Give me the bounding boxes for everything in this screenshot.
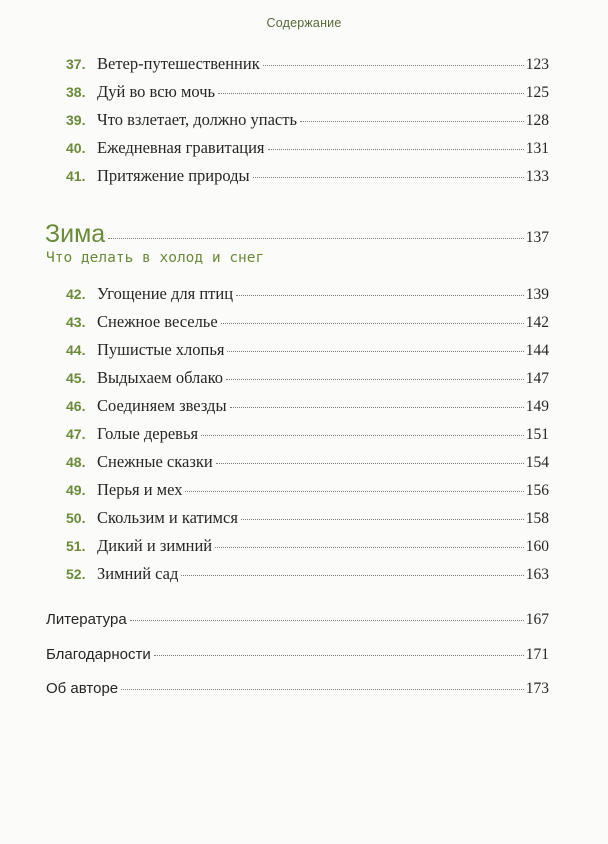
toc-entry-number: 49. xyxy=(66,482,86,498)
dot-leader xyxy=(268,149,524,150)
toc-entry[interactable] xyxy=(66,284,549,310)
toc-entry[interactable] xyxy=(66,368,549,394)
toc-entry-page: 142 xyxy=(525,314,549,331)
toc-entry-number: 40. xyxy=(66,140,86,156)
toc-entry-page: 125 xyxy=(525,84,549,101)
toc-entry-title: Притяжение природы xyxy=(97,166,250,185)
toc-back-entry[interactable] xyxy=(46,611,549,637)
toc-entry-number: 52. xyxy=(66,566,86,582)
toc-entry-number: 51. xyxy=(66,538,86,554)
toc-entry-page: 139 xyxy=(525,286,549,303)
toc-section[interactable] xyxy=(45,220,549,252)
toc-entry[interactable] xyxy=(66,424,549,450)
toc-back-entry[interactable] xyxy=(46,646,549,672)
toc-entry-title: Дуй во всю мочь xyxy=(97,82,216,101)
dot-leader xyxy=(121,689,524,690)
toc-entry-number: 37. xyxy=(66,56,86,72)
toc-back-page: 171 xyxy=(525,646,549,663)
dot-leader xyxy=(130,620,524,621)
toc-entry-number: 47. xyxy=(66,426,86,442)
toc-entry-number: 43. xyxy=(66,314,86,330)
toc-entry-page: 128 xyxy=(525,112,549,129)
toc-back-page: 167 xyxy=(525,611,549,628)
toc-entry-title: Соединяем звезды xyxy=(97,396,227,415)
dot-leader xyxy=(154,655,524,656)
dot-leader xyxy=(263,65,524,66)
toc-entry-page: 160 xyxy=(525,538,549,555)
toc-entry-number: 39. xyxy=(66,112,86,128)
toc-entry-title: Перья и мех xyxy=(97,480,183,499)
toc-entry-title: Что взлетает, должно упасть xyxy=(97,110,297,129)
toc-entry-page: 154 xyxy=(525,454,549,471)
toc-entry[interactable] xyxy=(66,312,549,338)
toc-entry-title: Скользим и катимся xyxy=(97,508,238,527)
toc-entry-number: 45. xyxy=(66,370,86,386)
dot-leader xyxy=(201,435,524,436)
dot-leader xyxy=(300,121,524,122)
toc-entry-page: 163 xyxy=(525,566,549,583)
toc-entry[interactable] xyxy=(66,396,549,422)
dot-leader xyxy=(253,177,524,178)
toc-entry-title: Пушистые хлопья xyxy=(97,340,225,359)
toc-entry[interactable] xyxy=(66,82,549,108)
dot-leader xyxy=(181,575,523,576)
toc-entry[interactable] xyxy=(66,340,549,366)
toc-entry-page: 144 xyxy=(525,342,549,359)
dot-leader xyxy=(226,379,524,380)
dot-leader xyxy=(218,93,524,94)
toc-entry-page: 133 xyxy=(525,168,549,185)
toc-entry[interactable] xyxy=(66,480,549,506)
toc-entry-page: 149 xyxy=(525,398,549,415)
dot-leader xyxy=(236,295,524,296)
toc-entry-title: Выдыхаем облако xyxy=(97,368,224,387)
toc-entry-title: Дикий и зимний xyxy=(97,536,213,555)
section-subtitle: Что делать в холод и снег xyxy=(46,250,265,266)
toc-entry-number: 41. xyxy=(66,168,86,184)
toc-entry[interactable] xyxy=(66,564,549,590)
toc-back-page: 173 xyxy=(525,680,549,697)
toc-back-title: Об авторе xyxy=(46,680,119,697)
toc-entry-number: 44. xyxy=(66,342,86,358)
dot-leader xyxy=(241,519,524,520)
dot-leader xyxy=(215,547,524,548)
toc-entry-page: 131 xyxy=(525,140,549,157)
toc-entry[interactable] xyxy=(66,54,549,80)
toc-entry-title: Голые деревья xyxy=(97,424,199,443)
section-page: 137 xyxy=(525,229,549,246)
toc-back-title: Благодарности xyxy=(46,646,151,663)
toc-entry-title: Снежное веселье xyxy=(97,312,218,331)
toc-entry-page: 158 xyxy=(525,510,549,527)
toc-entry-page: 151 xyxy=(525,426,549,443)
toc-entry[interactable] xyxy=(66,536,549,562)
toc-entry[interactable] xyxy=(66,452,549,478)
toc-back-title: Литература xyxy=(46,611,127,628)
toc-entry-title: Зимний сад xyxy=(97,564,179,583)
toc-entry-title: Снежные сказки xyxy=(97,452,213,471)
dot-leader xyxy=(221,323,524,324)
toc-entry-number: 48. xyxy=(66,454,86,470)
dot-leader xyxy=(227,351,523,352)
toc-entry-number: 50. xyxy=(66,510,86,526)
dot-leader xyxy=(230,407,524,408)
toc-entry-title: Ежедневная гравитация xyxy=(97,138,265,157)
dot-leader xyxy=(216,463,524,464)
toc-entry[interactable] xyxy=(66,166,549,192)
toc-entry-page: 123 xyxy=(525,56,549,73)
running-head: Содержание xyxy=(266,16,342,30)
toc-entry-page: 156 xyxy=(525,482,549,499)
toc-entry-title: Ветер-путешественник xyxy=(97,54,260,73)
toc-entry[interactable] xyxy=(66,138,549,164)
toc-back-entry[interactable] xyxy=(46,680,549,706)
toc-entry-number: 38. xyxy=(66,84,86,100)
toc-entry[interactable] xyxy=(66,508,549,534)
toc-entry-number: 42. xyxy=(66,286,86,302)
toc-entry[interactable] xyxy=(66,110,549,136)
dot-leader xyxy=(108,238,524,239)
toc-entry-page: 147 xyxy=(525,370,549,387)
dot-leader xyxy=(185,491,523,492)
toc-entry-number: 46. xyxy=(66,398,86,414)
section-title: Зима xyxy=(45,220,106,248)
toc-entry-title: Угощение для птиц xyxy=(97,284,234,303)
